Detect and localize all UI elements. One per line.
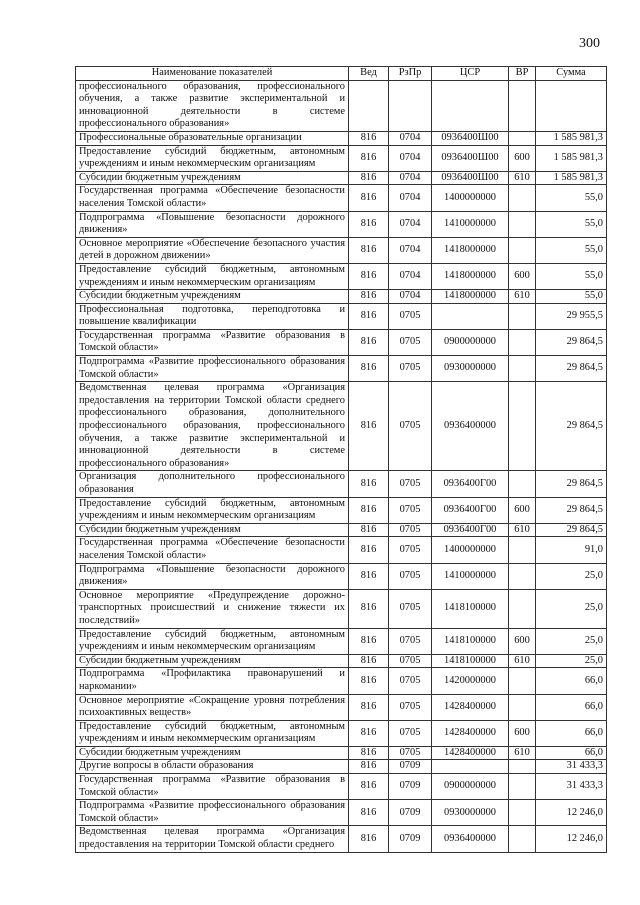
- cell-ved: 816: [349, 185, 389, 211]
- cell-ved: [349, 80, 389, 131]
- cell-ved: 816: [349, 654, 389, 668]
- cell-csr: 1418000000: [432, 237, 509, 263]
- cell-ved: 816: [349, 760, 389, 774]
- cell-sum: 55,0: [536, 237, 607, 263]
- cell-name: Государственная программа «Обеспечение безопасности населения Томской области»: [76, 185, 349, 211]
- cell-vr: [509, 563, 536, 589]
- cell-sum: 31 433,3: [536, 760, 607, 774]
- cell-ved: 816: [349, 263, 389, 289]
- cell-ved: 816: [349, 537, 389, 563]
- cell-vr: 600: [509, 497, 536, 523]
- cell-rzpr: 0709: [389, 774, 432, 800]
- cell-vr: [509, 826, 536, 852]
- header-csr: ЦСР: [432, 67, 509, 81]
- cell-csr: 0930000000: [432, 356, 509, 382]
- cell-vr: [509, 382, 536, 471]
- cell-csr: 1418000000: [432, 263, 509, 289]
- cell-ved: 816: [349, 329, 389, 355]
- cell-csr: [432, 80, 509, 131]
- cell-rzpr: 0709: [389, 760, 432, 774]
- table-row: [76, 290, 607, 304]
- table-row: [76, 746, 607, 760]
- table-row: [76, 523, 607, 537]
- cell-rzpr: 0704: [389, 131, 432, 145]
- cell-sum: 12 246,0: [536, 826, 607, 852]
- cell-vr: [509, 774, 536, 800]
- table-row: [76, 303, 607, 329]
- cell-ved: 816: [349, 694, 389, 720]
- cell-name: Предоставление субсидий бюджетным, автономным учреждениям и иным некоммерческим организациям: [76, 145, 349, 171]
- cell-rzpr: 0709: [389, 826, 432, 852]
- cell-name: профессионального образования, профессионального обучения, а также развитие экспериментальной и инновационной деятельности в системе профессионального образования»: [76, 80, 349, 131]
- cell-csr: 0900000000: [432, 774, 509, 800]
- cell-name: Организация дополнительного профессионального образования: [76, 471, 349, 497]
- cell-sum: 29 864,5: [536, 356, 607, 382]
- cell-rzpr: 0705: [389, 356, 432, 382]
- cell-vr: [509, 471, 536, 497]
- cell-vr: [509, 356, 536, 382]
- cell-name: Субсидии бюджетным учреждениям: [76, 654, 349, 668]
- table-row: [76, 131, 607, 145]
- cell-sum: 66,0: [536, 668, 607, 694]
- cell-csr: 0936400Г00: [432, 497, 509, 523]
- table-row: [76, 185, 607, 211]
- cell-sum: 55,0: [536, 211, 607, 237]
- cell-name: Основное мероприятие «Сокращение уровня потребления психоактивных веществ»: [76, 694, 349, 720]
- cell-ved: 816: [349, 668, 389, 694]
- cell-ved: 816: [349, 746, 389, 760]
- budget-table: [75, 66, 607, 853]
- cell-rzpr: 0704: [389, 185, 432, 211]
- cell-vr: [509, 80, 536, 131]
- table-row: [76, 356, 607, 382]
- cell-sum: 1 585 981,3: [536, 171, 607, 185]
- cell-ved: 816: [349, 563, 389, 589]
- table-row: [76, 211, 607, 237]
- cell-name: Ведомственная целевая программа «Организация предоставления на территории Томской области среднего профессионального образования, дополнительного профессионального образования, профессионального обучения, а также развитие экспериментальной и инновационной деятельности в системе профессионального образования»: [76, 382, 349, 471]
- table-row: [76, 171, 607, 185]
- cell-csr: 0900000000: [432, 329, 509, 355]
- cell-ved: 816: [349, 303, 389, 329]
- cell-ved: 816: [349, 382, 389, 471]
- table-row: [76, 589, 607, 628]
- cell-name: Другие вопросы в области образования: [76, 760, 349, 774]
- cell-vr: 610: [509, 746, 536, 760]
- cell-csr: 1428400000: [432, 746, 509, 760]
- cell-name: Предоставление субсидий бюджетным, автономным учреждениям и иным некоммерческим организациям: [76, 497, 349, 523]
- cell-rzpr: 0705: [389, 628, 432, 654]
- cell-name: Государственная программа «Обеспечение безопасности населения Томской области»: [76, 537, 349, 563]
- header-sum: Сумма: [536, 67, 607, 81]
- table-row: [76, 263, 607, 289]
- cell-vr: [509, 589, 536, 628]
- cell-name: Профессиональная подготовка, переподготовка и повышение квалификации: [76, 303, 349, 329]
- table-row: [76, 329, 607, 355]
- cell-sum: 91,0: [536, 537, 607, 563]
- table-row: [76, 80, 607, 131]
- cell-sum: 29 864,5: [536, 471, 607, 497]
- cell-sum: 25,0: [536, 654, 607, 668]
- cell-ved: 816: [349, 290, 389, 304]
- cell-ved: 816: [349, 628, 389, 654]
- cell-ved: 816: [349, 497, 389, 523]
- cell-rzpr: 0705: [389, 303, 432, 329]
- cell-name: Субсидии бюджетным учреждениям: [76, 523, 349, 537]
- cell-rzpr: 0705: [389, 537, 432, 563]
- cell-ved: 816: [349, 800, 389, 826]
- cell-csr: 1420000000: [432, 668, 509, 694]
- cell-sum: 29 864,5: [536, 523, 607, 537]
- cell-vr: [509, 211, 536, 237]
- cell-csr: 1400000000: [432, 537, 509, 563]
- cell-rzpr: 0704: [389, 290, 432, 304]
- cell-vr: [509, 131, 536, 145]
- cell-sum: 25,0: [536, 589, 607, 628]
- table-row: [76, 720, 607, 746]
- cell-csr: 0936400Ш00: [432, 131, 509, 145]
- cell-sum: 66,0: [536, 694, 607, 720]
- cell-name: Основное мероприятие «Обеспечение безопасного участия детей в дорожном движении»: [76, 237, 349, 263]
- page-number: 300: [579, 36, 600, 51]
- cell-name: Предоставление субсидий бюджетным, автономным учреждениям и иным некоммерческим организациям: [76, 720, 349, 746]
- cell-vr: 610: [509, 654, 536, 668]
- cell-vr: [509, 237, 536, 263]
- cell-csr: 0930000000: [432, 800, 509, 826]
- cell-vr: 600: [509, 628, 536, 654]
- cell-csr: 1410000000: [432, 563, 509, 589]
- table-row: [76, 628, 607, 654]
- cell-sum: 66,0: [536, 720, 607, 746]
- table-row: [76, 382, 607, 471]
- cell-csr: 0936400000: [432, 382, 509, 471]
- table-row: [76, 800, 607, 826]
- cell-csr: 1418100000: [432, 589, 509, 628]
- cell-csr: [432, 303, 509, 329]
- table-row: [76, 774, 607, 800]
- cell-sum: 55,0: [536, 290, 607, 304]
- cell-name: Субсидии бюджетным учреждениям: [76, 290, 349, 304]
- cell-sum: 25,0: [536, 628, 607, 654]
- cell-vr: 600: [509, 145, 536, 171]
- cell-rzpr: [389, 80, 432, 131]
- cell-ved: 816: [349, 471, 389, 497]
- cell-sum: 29 864,5: [536, 382, 607, 471]
- cell-ved: 816: [349, 774, 389, 800]
- cell-rzpr: 0705: [389, 589, 432, 628]
- cell-vr: 600: [509, 720, 536, 746]
- table-row: [76, 497, 607, 523]
- cell-sum: 66,0: [536, 746, 607, 760]
- cell-ved: 816: [349, 826, 389, 852]
- table-row: [76, 760, 607, 774]
- cell-rzpr: 0704: [389, 171, 432, 185]
- cell-sum: [536, 80, 607, 131]
- table-row: [76, 654, 607, 668]
- cell-csr: 0936400Ш00: [432, 171, 509, 185]
- cell-name: Государственная программа «Развитие образования в Томской области»: [76, 329, 349, 355]
- cell-vr: [509, 668, 536, 694]
- cell-ved: 816: [349, 356, 389, 382]
- cell-csr: 1428400000: [432, 694, 509, 720]
- cell-name: Основное мероприятие «Предупреждение дорожно-транспортных происшествий и снижение тяжести их последствий»: [76, 589, 349, 628]
- cell-csr: 1418100000: [432, 654, 509, 668]
- cell-name: Подпрограмма «Развитие профессионального образования Томской области»: [76, 356, 349, 382]
- cell-name: Субсидии бюджетным учреждениям: [76, 171, 349, 185]
- cell-name: Подпрограмма «Профилактика правонарушений и наркомании»: [76, 668, 349, 694]
- cell-rzpr: 0705: [389, 746, 432, 760]
- cell-vr: [509, 537, 536, 563]
- cell-ved: 816: [349, 589, 389, 628]
- cell-vr: [509, 760, 536, 774]
- cell-ved: 816: [349, 145, 389, 171]
- cell-csr: 1418100000: [432, 628, 509, 654]
- cell-csr: 1418000000: [432, 290, 509, 304]
- header-vr: ВР: [509, 67, 536, 81]
- cell-rzpr: 0705: [389, 668, 432, 694]
- cell-rzpr: 0704: [389, 237, 432, 263]
- cell-ved: 816: [349, 720, 389, 746]
- cell-rzpr: 0709: [389, 800, 432, 826]
- cell-vr: 600: [509, 263, 536, 289]
- cell-rzpr: 0704: [389, 145, 432, 171]
- cell-name: Подпрограмма «Повышение безопасности дорожного движения»: [76, 211, 349, 237]
- cell-vr: 610: [509, 290, 536, 304]
- cell-csr: 0936400Г00: [432, 471, 509, 497]
- table-row: [76, 694, 607, 720]
- header-name: Наименование показателей: [76, 67, 349, 81]
- cell-rzpr: 0704: [389, 211, 432, 237]
- cell-name: Подпрограмма «Повышение безопасности дорожного движения»: [76, 563, 349, 589]
- table-header-row: [76, 67, 607, 81]
- cell-rzpr: 0705: [389, 382, 432, 471]
- cell-rzpr: 0705: [389, 694, 432, 720]
- cell-vr: [509, 800, 536, 826]
- cell-vr: 610: [509, 523, 536, 537]
- cell-csr: 1428400000: [432, 720, 509, 746]
- cell-name: Профессиональные образовательные организации: [76, 131, 349, 145]
- cell-sum: 1 585 981,3: [536, 131, 607, 145]
- cell-sum: 29 864,5: [536, 497, 607, 523]
- cell-name: Предоставление субсидий бюджетным, автономным учреждениям и иным некоммерческим организациям: [76, 263, 349, 289]
- cell-name: Государственная программа «Развитие образования в Томской области»: [76, 774, 349, 800]
- cell-name: Субсидии бюджетным учреждениям: [76, 746, 349, 760]
- table-row: [76, 668, 607, 694]
- cell-rzpr: 0705: [389, 497, 432, 523]
- cell-rzpr: 0705: [389, 563, 432, 589]
- cell-ved: 816: [349, 237, 389, 263]
- cell-name: Подпрограмма «Развитие профессионального образования Томской области»: [76, 800, 349, 826]
- cell-ved: 816: [349, 523, 389, 537]
- table-row: [76, 145, 607, 171]
- cell-sum: 29 864,5: [536, 329, 607, 355]
- cell-ved: 816: [349, 211, 389, 237]
- cell-vr: [509, 329, 536, 355]
- cell-ved: 816: [349, 131, 389, 145]
- cell-csr: 1400000000: [432, 185, 509, 211]
- cell-sum: 55,0: [536, 185, 607, 211]
- cell-rzpr: 0705: [389, 329, 432, 355]
- cell-csr: 0936400Г00: [432, 523, 509, 537]
- cell-vr: [509, 185, 536, 211]
- header-rzpr: РзПр: [389, 67, 432, 81]
- table-row: [76, 237, 607, 263]
- cell-csr: 1410000000: [432, 211, 509, 237]
- cell-rzpr: 0705: [389, 523, 432, 537]
- cell-vr: [509, 694, 536, 720]
- table-row: [76, 826, 607, 852]
- table-body: [76, 80, 607, 852]
- cell-sum: 55,0: [536, 263, 607, 289]
- cell-name: Предоставление субсидий бюджетным, автономным учреждениям и иным некоммерческим организациям: [76, 628, 349, 654]
- table-row: [76, 537, 607, 563]
- cell-rzpr: 0705: [389, 654, 432, 668]
- cell-name: Ведомственная целевая программа «Организация предоставления на территории Томской области среднего: [76, 826, 349, 852]
- cell-csr: 0936400Ш00: [432, 145, 509, 171]
- cell-rzpr: 0704: [389, 263, 432, 289]
- cell-sum: 25,0: [536, 563, 607, 589]
- cell-sum: 1 585 981,3: [536, 145, 607, 171]
- cell-rzpr: 0705: [389, 720, 432, 746]
- table-row: [76, 563, 607, 589]
- cell-rzpr: 0705: [389, 471, 432, 497]
- cell-ved: 816: [349, 171, 389, 185]
- cell-sum: 12 246,0: [536, 800, 607, 826]
- table-row: [76, 471, 607, 497]
- cell-vr: 610: [509, 171, 536, 185]
- cell-vr: [509, 303, 536, 329]
- cell-csr: 0936400000: [432, 826, 509, 852]
- cell-sum: 31 433,3: [536, 774, 607, 800]
- cell-csr: [432, 760, 509, 774]
- header-ved: Вед: [349, 67, 389, 81]
- cell-sum: 29 955,5: [536, 303, 607, 329]
